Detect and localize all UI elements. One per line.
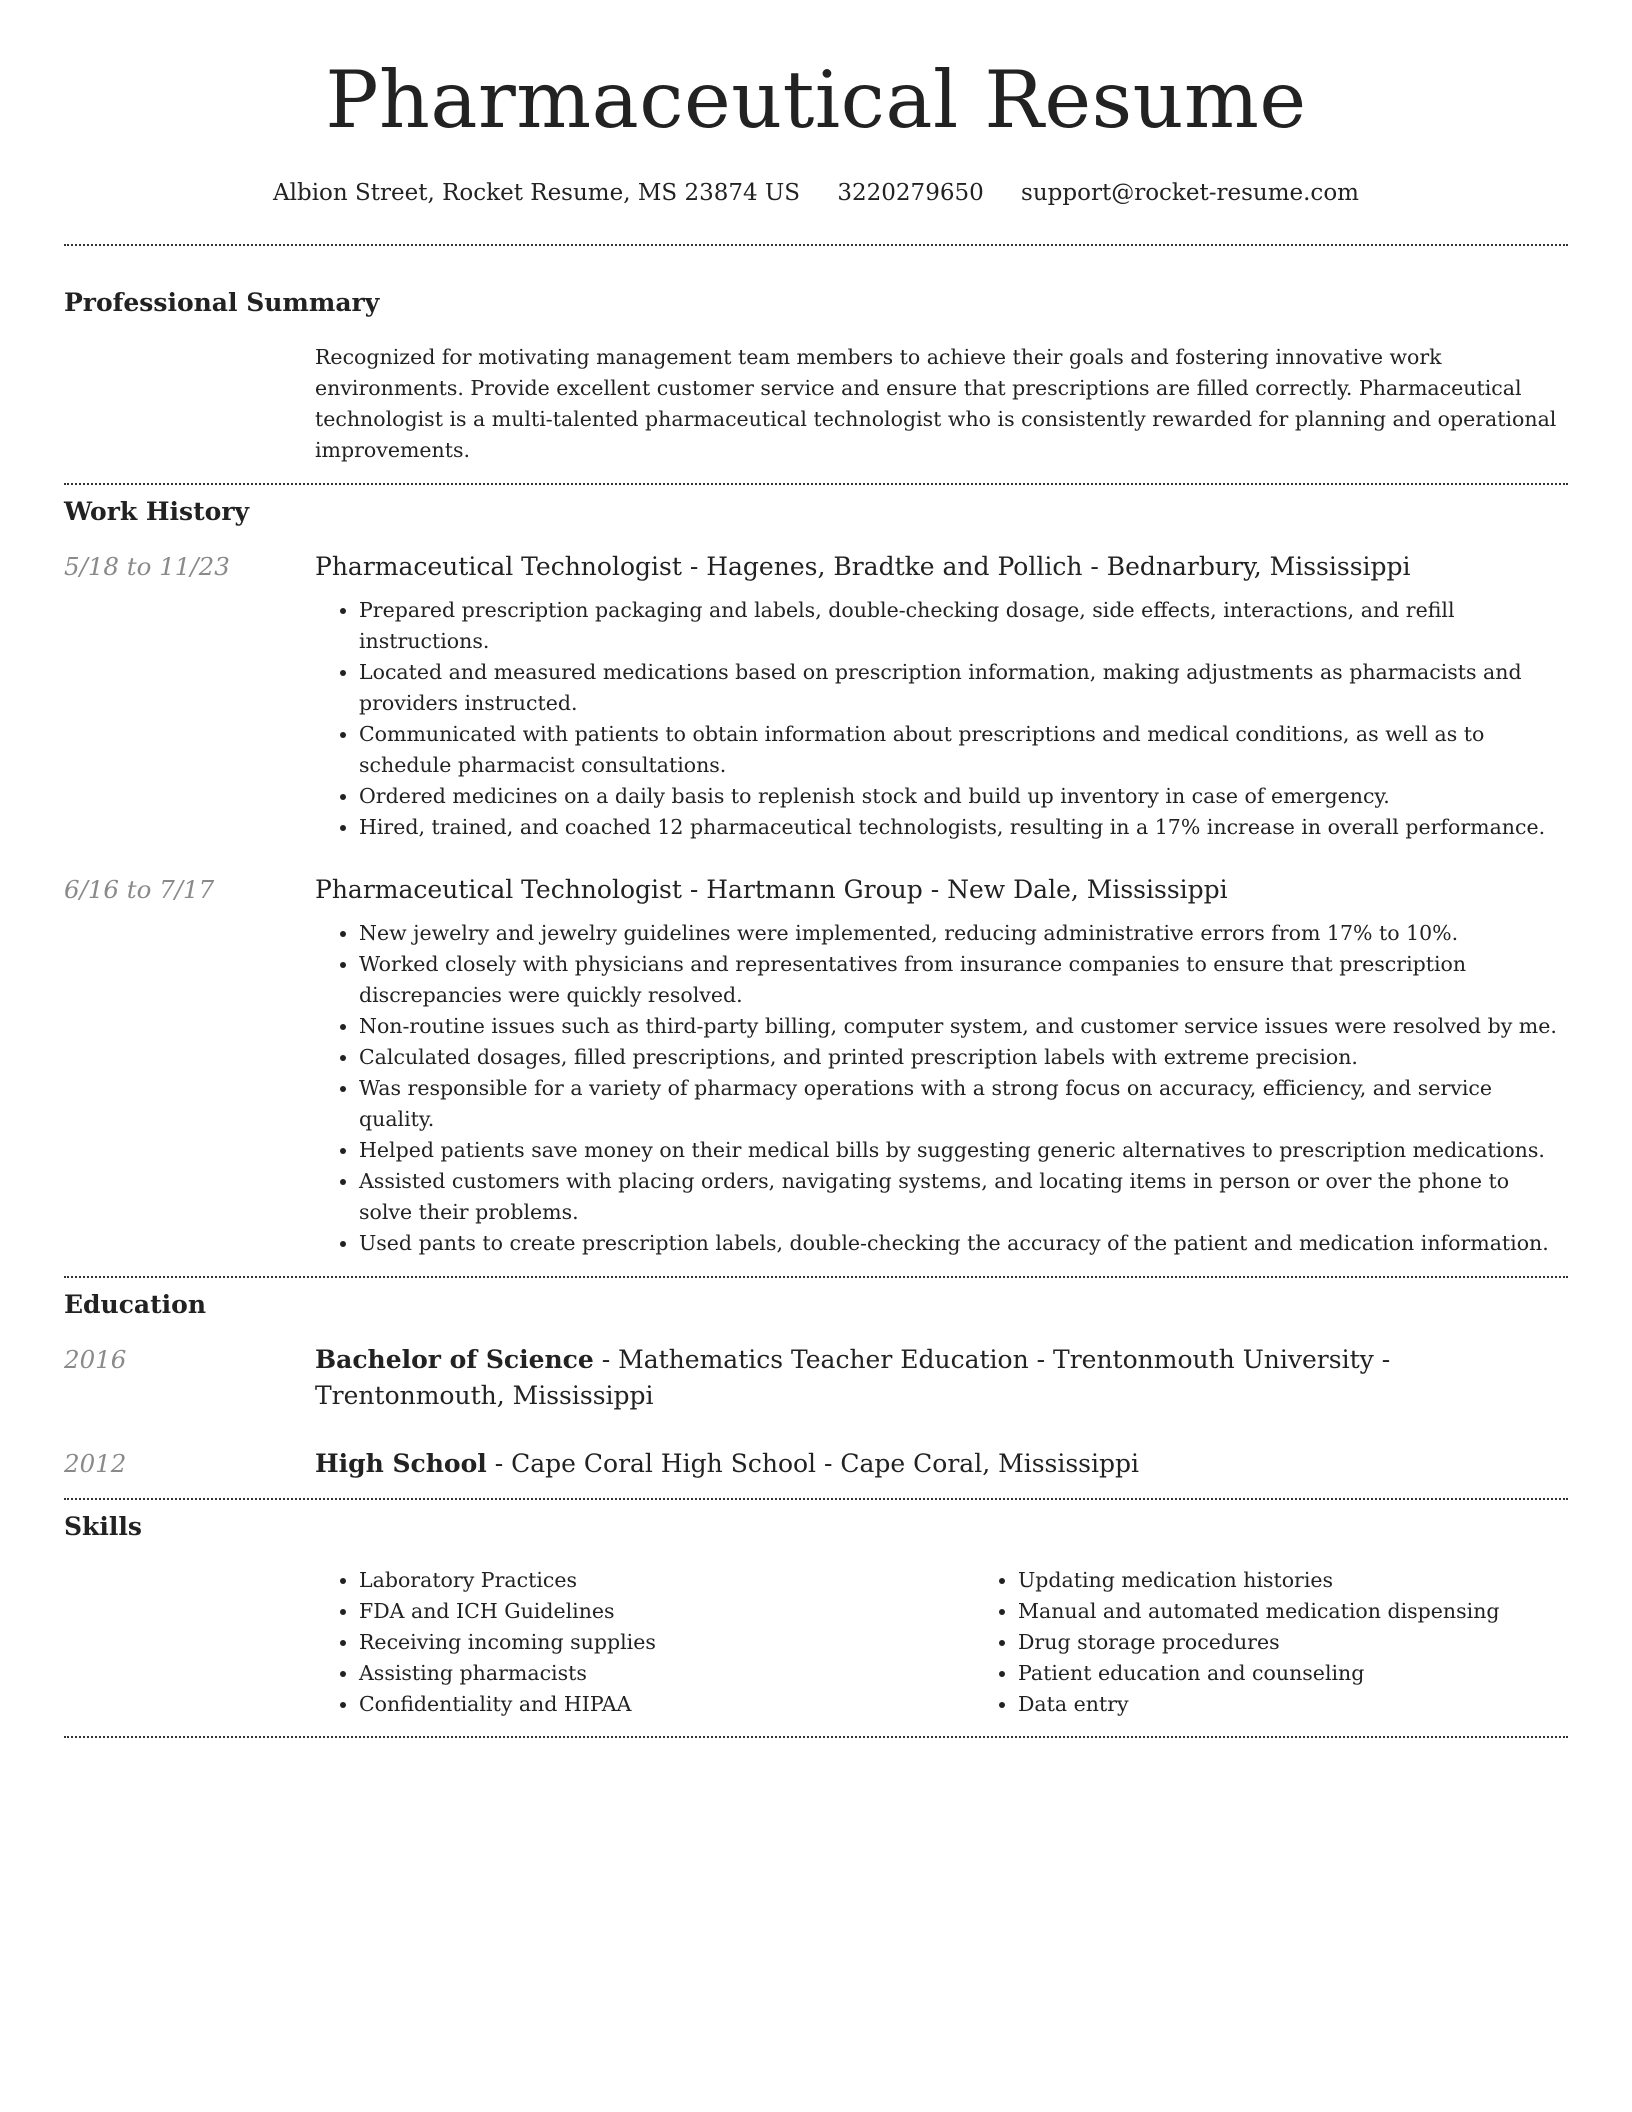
skill-item: • Assisting pharmacists (359, 1658, 974, 1689)
skill-item: • Manual and automated medication dispensing (1018, 1596, 1632, 1627)
skill-item: • Patient education and counseling (1018, 1658, 1632, 1689)
job-bullets (315, 918, 1568, 1259)
job-dates: 6/16 to 7/17 (64, 875, 215, 904)
section-heading-skills: Skills (64, 1512, 142, 1541)
divider (64, 483, 1568, 485)
skill-item: • FDA and ICH Guidelines (359, 1596, 974, 1627)
job-bullet: • Non-routine issues such as third-party billing, computer system, and customer service issues were resolved by me. (359, 1011, 1568, 1042)
contact-address: Albion Street, Rocket Resume, MS 23874 US (273, 180, 801, 206)
job-entry (64, 872, 1568, 1259)
job-bullet: • Was responsible for a variety of pharmacy operations with a strong focus on accuracy, efficiency, and service quality. (359, 1073, 1568, 1135)
skill-item: • Receiving incoming supplies (359, 1627, 974, 1658)
education-title (315, 1446, 1568, 1482)
skill-item: • Confidentiality and HIPAA (359, 1689, 974, 1720)
education-details: - Mathematics Teacher Education - Trentonmouth University - Trentonmouth, Mississippi (315, 1345, 1391, 1410)
job-dates: 5/18 to 11/23 (64, 552, 230, 581)
job-bullet: • Ordered medicines on a daily basis to replenish stock and build up inventory in case of emergency. (359, 781, 1568, 812)
skill-item: • Updating medication histories (1018, 1565, 1632, 1596)
education-body (315, 1342, 1568, 1414)
education-degree: High School (315, 1449, 487, 1478)
job-bullet: • Helped patients save money on their medical bills by suggesting generic alternatives to prescription medications. (359, 1135, 1568, 1166)
education-entry (64, 1446, 1568, 1482)
job-entry (64, 549, 1568, 843)
job-body (315, 872, 1568, 1259)
education-year: 2012 (64, 1449, 127, 1478)
education-entry (64, 1342, 1568, 1414)
education-degree: Bachelor of Science (315, 1345, 594, 1374)
divider (64, 244, 1568, 246)
contact-phone: 3220279650 (837, 180, 984, 206)
job-title: Pharmaceutical Technologist - Hagenes, Bradtke and Pollich - Bednarbury, Mississippi (315, 552, 1411, 581)
education-body (315, 1446, 1568, 1482)
section-heading-education: Education (64, 1290, 207, 1319)
skills-list (315, 1565, 1568, 1720)
section-heading-summary: Professional Summary (64, 288, 380, 317)
divider (64, 1276, 1568, 1278)
education-title (315, 1342, 1568, 1414)
skills-column-left (315, 1565, 974, 1720)
job-bullet: • Used pants to create prescription labels, double-checking the accuracy of the patient and medication information. (359, 1228, 1568, 1259)
contact-email: support@rocket-resume.com (1021, 180, 1359, 206)
skill-item: • Drug storage procedures (1018, 1627, 1632, 1658)
skill-item: • Laboratory Practices (359, 1565, 974, 1596)
job-bullet: • Prepared prescription packaging and labels, double-checking dosage, side effects, interactions, and refill instructions. (359, 595, 1568, 657)
job-title: Pharmaceutical Technologist - Hartmann Group - New Dale, Mississippi (315, 875, 1228, 904)
skill-item: • Data entry (1018, 1689, 1632, 1720)
divider (64, 1498, 1568, 1500)
job-bullet: • Assisted customers with placing orders, navigating systems, and locating items in person or over the phone to solve their problems. (359, 1166, 1568, 1228)
contact-line (64, 178, 1568, 208)
job-bullets (315, 595, 1568, 843)
job-bullet: • Worked closely with physicians and representatives from insurance companies to ensure that prescription discrepancies were quickly resolved. (359, 949, 1568, 1011)
job-bullet: • Calculated dosages, filled prescriptions, and printed prescription labels with extreme precision. (359, 1042, 1568, 1073)
section-heading-work-history: Work History (64, 497, 250, 526)
education-details: - Cape Coral High School - Cape Coral, Mississippi (486, 1449, 1140, 1478)
job-bullet: • Hired, trained, and coached 12 pharmaceutical technologists, resulting in a 17% increase in overall performance. (359, 812, 1568, 843)
summary-text: Recognized for motivating management team members to achieve their goals and fostering innovative work environments. Provide excellent customer service and ensure that prescriptions are filled correctly. Pharmaceutical technologist is a multi-talented pharmaceutical technologist who is consistently rewarded for planning and operational improvements. (315, 345, 1557, 462)
education-year: 2016 (64, 1345, 127, 1374)
divider (64, 1736, 1568, 1738)
page-title: Pharmaceutical Resume (325, 54, 1307, 146)
skills-column-right (974, 1565, 1632, 1720)
job-bullet: • Communicated with patients to obtain information about prescriptions and medical conditions, as well as to schedule pharmacist consultations. (359, 719, 1568, 781)
job-body (315, 549, 1568, 843)
job-bullet: • Located and measured medications based on prescription information, making adjustments as pharmacists and providers instructed. (359, 657, 1568, 719)
job-bullet: • New jewelry and jewelry guidelines were implemented, reducing administrative errors from 17% to 10%. (359, 918, 1568, 949)
